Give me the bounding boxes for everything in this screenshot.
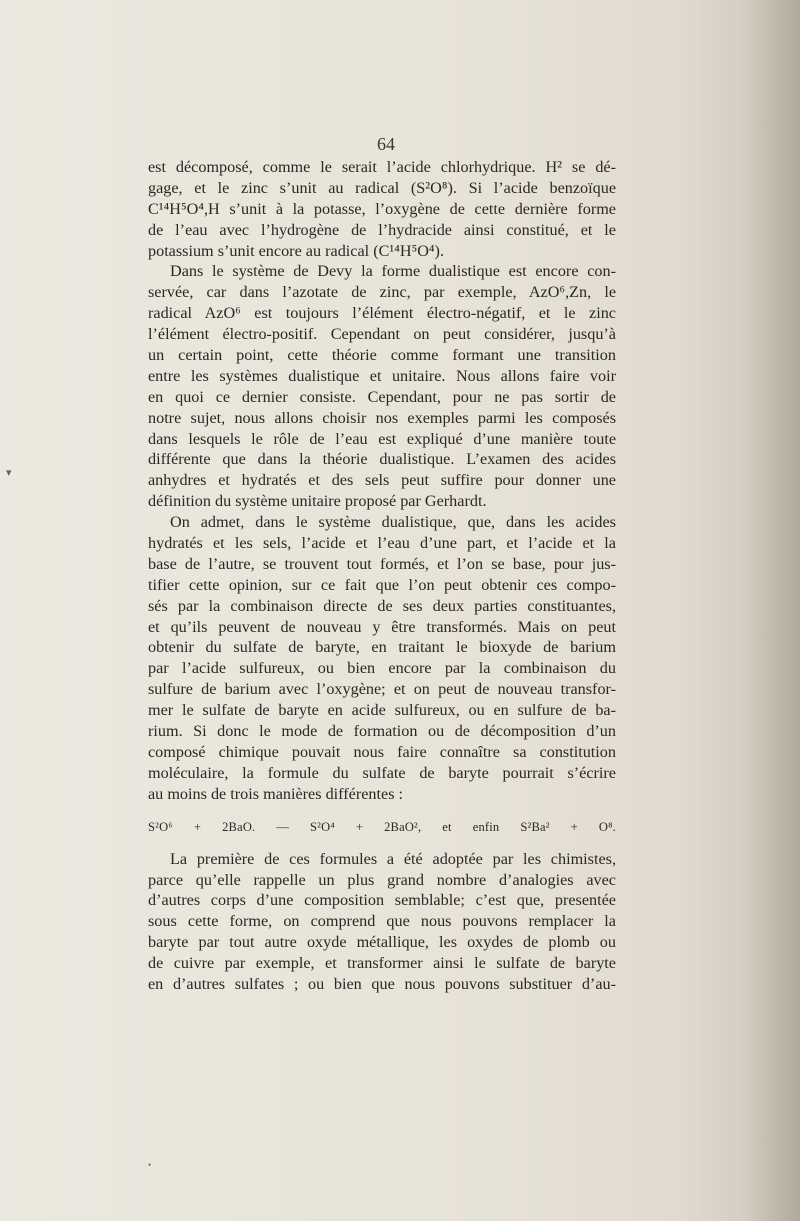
text-line: entre les systèmes dualistique et unitaire. Nous allons faire voir — [148, 366, 616, 385]
text-line: dans lesquels le rôle de l’eau est expliqué d’une manière toute — [148, 429, 616, 448]
text-line: en quoi ce dernier consiste. Cependant, pour ne pas sortir de — [148, 387, 616, 406]
text-line: anhydres et hydratés et des sels peut suffire pour donner une — [148, 471, 616, 490]
text-line: La première de ces formules a été adoptée par les chimistes, — [170, 849, 616, 868]
text-line: rium. Si donc le mode de formation ou de décomposition d’un — [148, 722, 616, 741]
page-number: 64 — [377, 134, 395, 154]
text-line: définition du système unitaire proposé par Gerhardt. — [148, 492, 487, 511]
margin-mark: ▾ — [6, 467, 12, 479]
text-line: moléculaire, la formule du sulfate de baryte pourrait s’écrire — [148, 763, 616, 782]
text-line: d’autres corps d’une composition semblable; c’est que, presentée — [148, 891, 616, 910]
page-edge-shadow — [745, 0, 800, 1221]
text-line: notre sujet, nous allons choisir nos exemples parmi les composés — [148, 408, 616, 427]
text-line: C¹⁴H⁵O⁴,H s’unit à la potasse, l’oxygène de cette dernière forme — [148, 199, 616, 218]
text-line: tifier cette opinion, sur ce fait que l’on peut obtenir ces compo- — [148, 575, 616, 594]
text-line: en d’autres sulfates ; ou bien que nous pouvons substituer d’au- — [148, 974, 616, 993]
text-line: sulfure de barium avec l’oxygène; et on peut de nouveau transfor- — [148, 680, 616, 699]
text-line: au moins de trois manières différentes : — [148, 784, 404, 803]
text-line: radical AzO⁶ est toujours l’élément électro-négatif, et le zinc — [148, 304, 616, 323]
text-line: base de l’autre, se trouvent tout formés, et l’on se base, pour jus- — [148, 554, 616, 573]
text-line: potassium s’unit encore au radical (C¹⁴H⁵O⁴). — [148, 241, 444, 260]
text-line: et qu’ils peuvent de nouveau y être transformés. Mais on peut — [148, 617, 616, 636]
body-text — [148, 157, 616, 995]
text-line: de l’eau avec l’hydrogène de l’hydracide ainsi constitué, et le — [148, 220, 616, 239]
text-line: On admet, dans le système dualistique, que, dans les acides — [170, 513, 616, 532]
text-line: composé chimique pouvait nous faire connaître sa constitution — [148, 742, 616, 761]
text-line: est décomposé, comme le serait l’acide chlorhydrique. H² se dé- — [148, 158, 616, 176]
text-line: différente que dans la théorie dualistique. L’examen des acides — [148, 450, 616, 469]
text-line: mer le sulfate de baryte en acide sulfureux, ou en sulfure de ba- — [148, 701, 616, 720]
text-line: obtenir du sulfate de baryte, en traitant le bioxyde de barium — [148, 638, 616, 657]
text-line: parce qu’elle rappelle un plus grand nombre d’analogies avec — [148, 870, 616, 889]
text-line: gage, et le zinc s’unit au radical (S²O⁸). Si l’acide benzoïque — [148, 178, 616, 197]
text-line: un certain point, cette théorie comme formant une transition — [148, 346, 616, 365]
text-line: hydratés et les sels, l’acide et l’eau d’une part, et l’acide et la — [148, 534, 616, 553]
text-line: sous cette forme, on comprend que nous pouvons remplacer la — [148, 912, 616, 931]
stray-mark: • — [148, 1160, 152, 1170]
text-line: l’élément électro-positif. Cependant on peut considérer, jusqu’à — [148, 325, 616, 344]
text-line: Dans le système de Devy la forme dualistique est encore con- — [170, 262, 616, 281]
text-line: servée, car dans l’azotate de zinc, par exemple, AzO⁶,Zn, le — [148, 283, 616, 302]
text-line: de cuivre par exemple, et transformer ainsi le sulfate de baryte — [148, 954, 616, 973]
text-line: sés par la combinaison directe de ses deux parties constituantes, — [148, 596, 616, 615]
formula-line: S²O⁶ + 2BaO. — S²O⁴ + 2BaO², et enfin S²Ba² + O⁸. — [148, 819, 616, 834]
text-line: baryte par tout autre oxyde métallique, les oxydes de plomb ou — [148, 933, 616, 952]
text-line: par l’acide sulfureux, ou bien encore par la combinaison du — [148, 659, 616, 678]
